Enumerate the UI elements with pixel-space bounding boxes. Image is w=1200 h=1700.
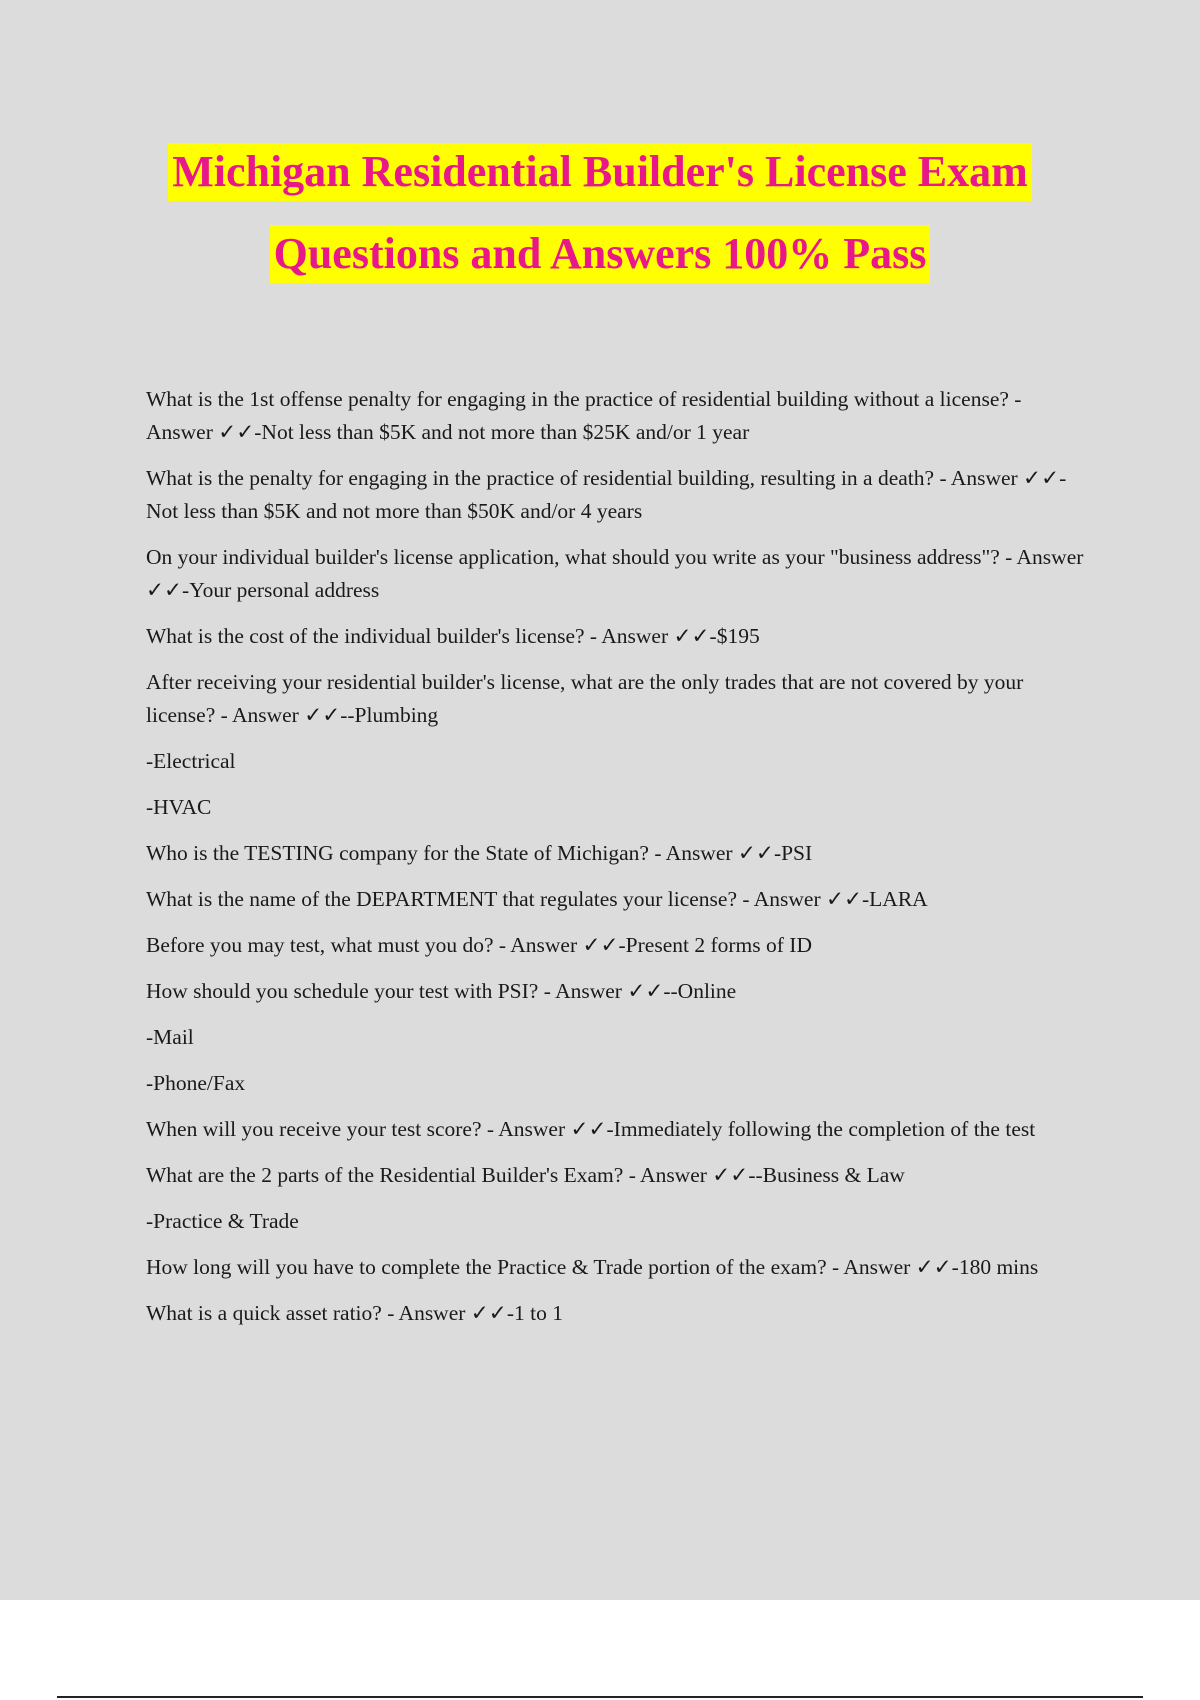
- title-line-2: Questions and Answers 100% Pass: [270, 225, 931, 283]
- qa-item: How should you schedule your test with PSI? - Answer ✓✓--Online: [146, 979, 737, 1003]
- qa-item: What are the 2 parts of the Residential Builder's Exam? - Answer ✓✓--Business & Law: [146, 1163, 905, 1187]
- qa-item: Who is the TESTING company for the State of Michigan? - Answer ✓✓-PSI: [146, 841, 813, 865]
- qa-item: How long will you have to complete the Practice & Trade portion of the exam? - Answer ✓✓-180 mins: [146, 1255, 1039, 1279]
- qa-item: After receiving your residential builder's license, what are the only trades that are not covered by your license? - Answer ✓✓--Plumbing: [146, 670, 1024, 727]
- qa-item: What is the cost of the individual builder's license? - Answer ✓✓-$195: [146, 624, 760, 648]
- qa-item: Before you may test, what must you do? - Answer ✓✓-Present 2 forms of ID: [146, 933, 812, 957]
- qa-item: What is the name of the DEPARTMENT that regulates your license? - Answer ✓✓-LARA: [146, 887, 928, 911]
- document-title: [0, 143, 1200, 307]
- qa-item: -HVAC: [146, 795, 212, 819]
- qa-item: On your individual builder's license application, what should you write as your "business address"? - Answer ✓✓-Your personal address: [146, 545, 1084, 602]
- qa-item: What is the penalty for engaging in the practice of residential building, resulting in a death? - Answer ✓✓-Not less than $5K and not more than $50K and/or 4 years: [146, 466, 1067, 523]
- title-line-1: Michigan Residential Builder's License Exam: [168, 143, 1032, 201]
- qa-item: What is a quick asset ratio? - Answer ✓✓-1 to 1: [146, 1301, 563, 1325]
- qa-list: [146, 383, 1086, 1343]
- qa-item: -Practice & Trade: [146, 1209, 299, 1233]
- qa-item: -Electrical: [146, 749, 236, 773]
- qa-item: What is the 1st offense penalty for engaging in the practice of residential building without a license? - Answer ✓✓-Not less than $5K and not more than $25K and/or 1 year: [146, 387, 1022, 444]
- qa-item: When will you receive your test score? - Answer ✓✓-Immediately following the completion of the test: [146, 1117, 1036, 1141]
- qa-item: -Phone/Fax: [146, 1071, 246, 1095]
- qa-item: -Mail: [146, 1025, 194, 1049]
- page-divider: [57, 1696, 1143, 1698]
